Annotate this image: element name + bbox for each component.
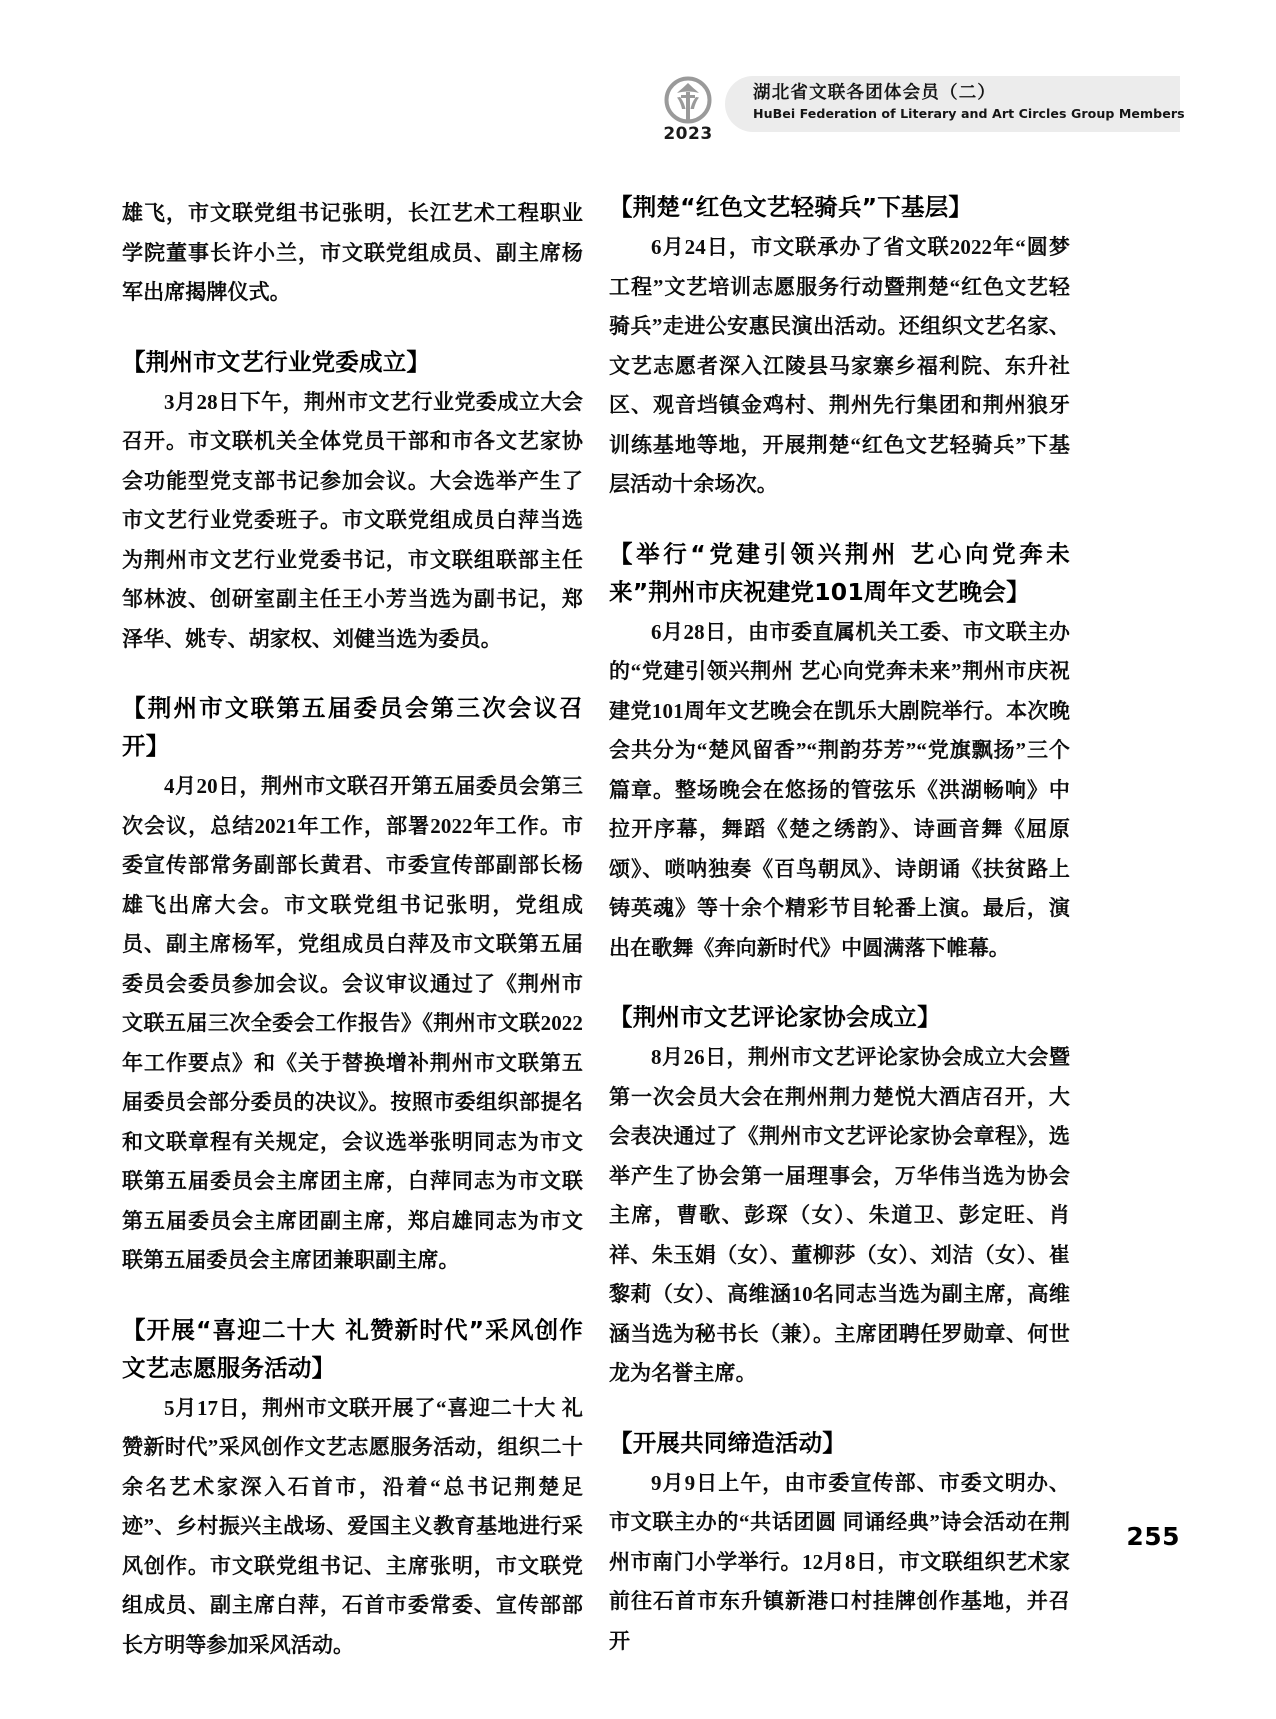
continued-paragraph: 雄飞，市文联党组书记张明，长江艺术工程职业学院董事长许小兰，市文联党组成员、副主席杨军出席揭牌仪式。 xyxy=(122,201,583,304)
section-body: 3月28日下午，荆州市文艺行业党委成立大会召开。市文联机关全体党员干部和市各文艺家协会功能型党支部书记参加会议。大会选举产生了市文艺行业党委班子。市文联党组成员白萍当选为荆州市文艺行业党委书记，市文联组联部主任邹林波、创研室副主任王小芳当选为副书记，郑泽华、姚专、胡家权、刘健当选为委员。 xyxy=(122,389,583,651)
section-body: 4月20日，荆州市文联召开第五届委员会第三次会议，总结2021年工作，部署2022年工作。市委宣传部常务副部长黄君、市委宣传部副部长杨雄飞出席大会。市文联党组书记张明，党组成员、副主席杨军，党组成员白萍及市文联第五届委员会委员参加会议。会议审议通过了《荆州市文联五届三次全委会工作报告》《荆州市文联2022年工作要点》和《关于替换增补荆州市文联第五届委员会部分委员的决议》。按照市委组织部提名和文联章程有关规定，会议选举张明同志为市文联第五届委员会主席团主席，白萍同志为市文联第五届委员会主席团副主席，郑启雄同志为市文联第五届委员会主席团兼职副主席。 xyxy=(122,774,583,1272)
section-body: 9月9日上午，由市委宣传部、市委文明办、市文联主办的“共话团圆 同诵经典”诗会活动在荆州市南门小学举行。12月8日，市文联组织艺术家前往石首市东升镇新港口村挂牌创作基地，并召开 xyxy=(609,1470,1070,1653)
section-heading: 【荆州市文联第五届委员会第三次会议召开】 xyxy=(122,694,583,760)
section-heading: 【荆楚“红色文艺轻骑兵”下基层】 xyxy=(609,193,973,221)
running-head-year: 2023 xyxy=(663,124,713,144)
section-heading: 【荆州市文艺评论家协会成立】 xyxy=(609,1003,941,1031)
section-body: 6月28日，由市委直属机关工委、市文联主办的“党建引领兴荆州 艺心向党奔未来”荆州市庆祝建党101周年文艺晚会在凯乐大剧院举行。本次晚会共分为“楚风留香”“荆韵芬芳”“党旗飘扬”三个篇章。整场晚会在悠扬的管弦乐《洪湖畅响》中拉开序幕，舞蹈《楚之绣韵》、诗画音舞《屈原颂》、唢呐独奏《百鸟朝凤》、诗朗诵《扶贫路上铸英魂》等十余个精彩节目轮番上演。最后，演出在歌舞《奔向新时代》中圆满落下帷幕。 xyxy=(609,619,1070,960)
section-heading: 【开展“喜迎二十大 礼赞新时代”采风创作文艺志愿服务活动】 xyxy=(122,1315,583,1382)
running-head xyxy=(657,76,1185,144)
section-body: 6月24日，市文联承办了省文联2022年“圆梦工程”文艺培训志愿服务行动暨荆楚“红色文艺轻骑兵”走进公安惠民演出活动。还组织文艺名家、文艺志愿者深入江陵县马家寨乡福利院、东升社区、观音垱镇金鸡村、荆州先行集团和荆州狼牙训练基地等地，开展荆楚“红色文艺轻骑兵”下基层活动十余场次。 xyxy=(609,235,1070,496)
page-number: 255 xyxy=(1126,1522,1180,1551)
running-head-title-en: HuBei Federation of Literary and Art Circles Group Members xyxy=(753,106,1185,121)
section-body: 8月26日，荆州市文艺评论家协会成立大会暨第一次会员大会在荆州荆力楚悦大酒店召开，大会表决通过了《荆州市文艺评论家协会章程》，选举产生了协会第一届理事会，万华伟当选为协会主席，曹歌、彭琛（女）、朱道卫、彭定旺、肖祥、朱玉娟（女）、董柳莎（女）、刘洁（女）、崔黎莉（女）、高维涵10名同志当选为副主席，高维涵当选为秘书长（兼）。主席团聘任罗勋章、何世龙为名誉主席。 xyxy=(609,1045,1070,1385)
section-heading: 【开展共同缔造活动】 xyxy=(609,1428,846,1457)
section-heading: 【荆州市文艺行业党委成立】 xyxy=(122,347,431,376)
section-body: 5月17日，荆州市文联开展了“喜迎二十大 礼赞新时代”采风创作文艺志愿服务活动，组织二十余名艺术家深入石首市，沿着“总书记荆楚足迹”、乡村振兴主战场、爱国主义教育基地进行采风创作。市文联党组书记、主席张明，市文联党组成员、副主席白萍，石首市委常委、宣传部部长方明等参加采风活动。 xyxy=(122,1395,583,1657)
section-heading: 【举行“党建引领兴荆州 艺心向党奔未来”荆州市庆祝建党101周年文艺晚会】 xyxy=(609,539,1070,606)
left-column xyxy=(122,188,583,1665)
running-head-title-cn: 湖北省文联各团体会员（二） xyxy=(753,83,997,103)
right-column xyxy=(609,188,1070,1661)
